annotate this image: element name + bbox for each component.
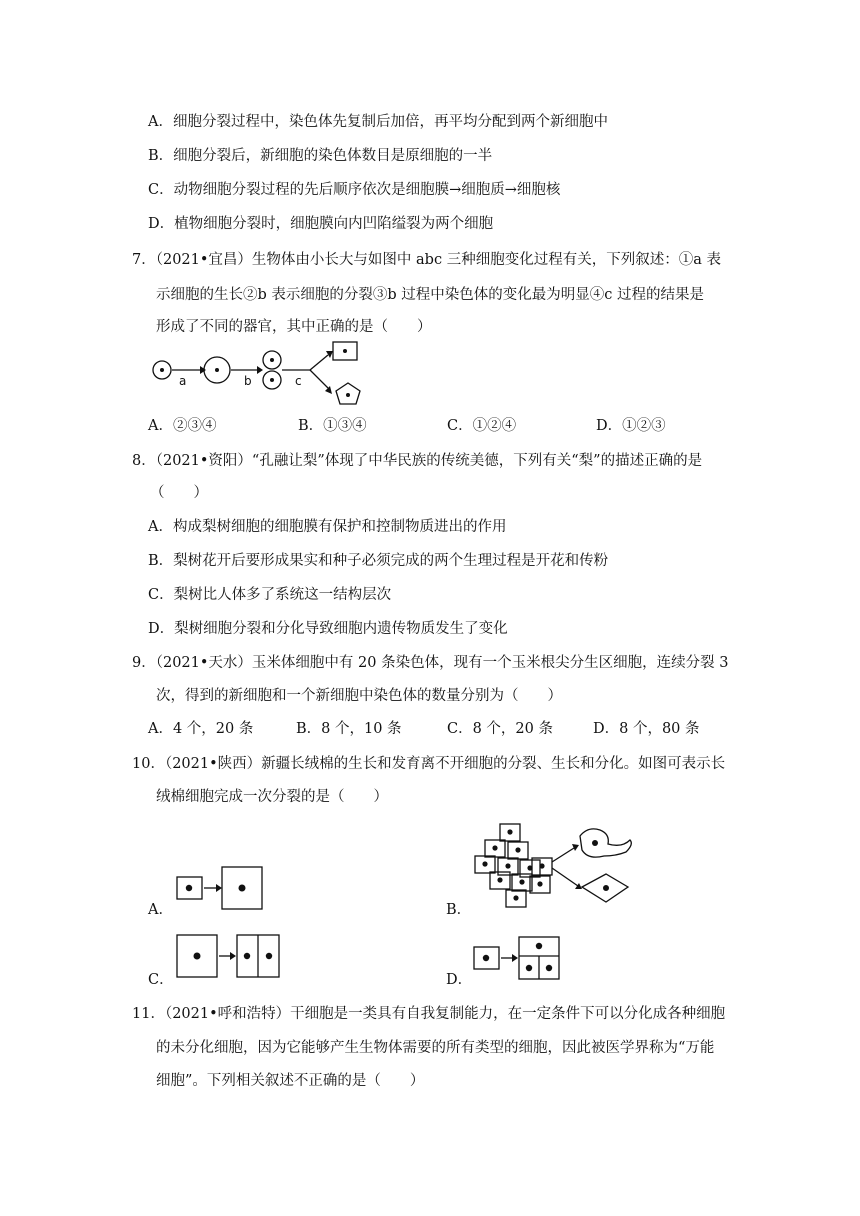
q10-option-b-label: B．: [446, 902, 472, 918]
q6-option-b: B．细胞分裂后，新细胞的染色体数目是原细胞的一半: [148, 148, 493, 164]
q8-option-d: D．梨树细胞分裂和分化导致细胞内遗传物质发生了变化: [148, 621, 508, 637]
q11-stem-line1: 11．（2021•呼和浩特）干细胞是一类具有自我复制能力，在一定条件下可以分化成各种细胞: [132, 1006, 726, 1022]
q8-option-a: A．构成梨树细胞的细胞膜有保护和控制物质进出的作用: [148, 519, 507, 535]
q7-cell-change-figure: [150, 340, 370, 415]
q9-stem-line1: 9．（2021•天水）玉米体细胞中有 20 条染色体，现有一个玉米根尖分生区细胞，连续分裂 3: [132, 655, 729, 671]
q7-stem-line2: 示细胞的生长②b 表示细胞的分裂③b 过程中染色体的变化最为明显④c 过程的结果是: [156, 287, 705, 303]
q7-option-c: C．①②④: [447, 418, 517, 434]
q10-option-d-figure: [472, 935, 567, 985]
q10-option-d-label: D．: [446, 972, 473, 988]
q6-option-d: D．植物细胞分裂时，细胞膜向内凹陷缢裂为两个细胞: [148, 216, 494, 232]
q6-option-c: C．动物细胞分裂过程的先后顺序依次是细胞膜→细胞质→细胞核: [148, 182, 561, 198]
q8-stem-line1: 8．（2021•资阳）“孔融让梨”体现了中华民族的传统美德，下列有关“梨”的描述正确的是: [132, 453, 703, 469]
q7-label-c: c: [295, 374, 302, 388]
q10-option-b-figure: [470, 822, 640, 917]
q7-option-b: B．①③④: [298, 418, 367, 434]
q9-option-c: C．8 个，20 条: [447, 721, 553, 737]
q7-label-b: b: [244, 374, 252, 388]
q9-stem-line2: 次，得到的新细胞和一个新细胞中染色体的数量分别为（ ）: [156, 688, 562, 704]
q8-stem-line2: （ ）: [150, 485, 208, 501]
q8-option-b: B．梨树花开后要形成果实和种子必须完成的两个生理过程是开花和传粉: [148, 553, 609, 569]
q10-option-a-figure: [175, 865, 270, 915]
q11-stem-line2: 的未分化细胞，因为它能够产生生物体需要的所有类型的细胞，因此被医学界称为“万能: [156, 1040, 715, 1056]
q6-option-a: A．细胞分裂过程中，染色体先复制后加倍，再平均分配到两个新细胞中: [148, 114, 608, 130]
q9-option-a: A．4 个，20 条: [148, 721, 254, 737]
q10-option-b-neuron-cell: [580, 829, 631, 857]
q9-option-d: D．8 个，80 条: [593, 721, 700, 737]
q10-stem-line1: 10．（2021•陕西）新疆长绒棉的生长和发育离不开细胞的分裂、生长和分化。如图可表示长: [132, 756, 726, 772]
q11-stem-line3: 细胞”。下列相关叙述不正确的是（ ）: [156, 1073, 425, 1089]
q7-label-a: a: [179, 374, 187, 388]
q7-option-a: A．②③④: [148, 418, 217, 434]
q7-option-d: D．①②③: [596, 418, 666, 434]
q10-option-c-label: C．: [148, 972, 174, 988]
q9-option-b: B．8 个，10 条: [296, 721, 402, 737]
q10-option-c-figure: [175, 932, 285, 982]
q10-stem-line2: 绒棉细胞完成一次分裂的是（ ）: [156, 789, 388, 805]
q10-option-a-label: A．: [148, 902, 173, 918]
q8-option-c: C．梨树比人体多了系统这一结构层次: [148, 587, 392, 603]
q7-stem-line1: 7．（2021•宜昌）生物体由小长大与如图中 abc 三种细胞变化过程有关，下列叙述：①a 表: [132, 252, 721, 268]
q7-stem-line3: 形成了不同的器官，其中正确的是（ ）: [156, 319, 432, 335]
